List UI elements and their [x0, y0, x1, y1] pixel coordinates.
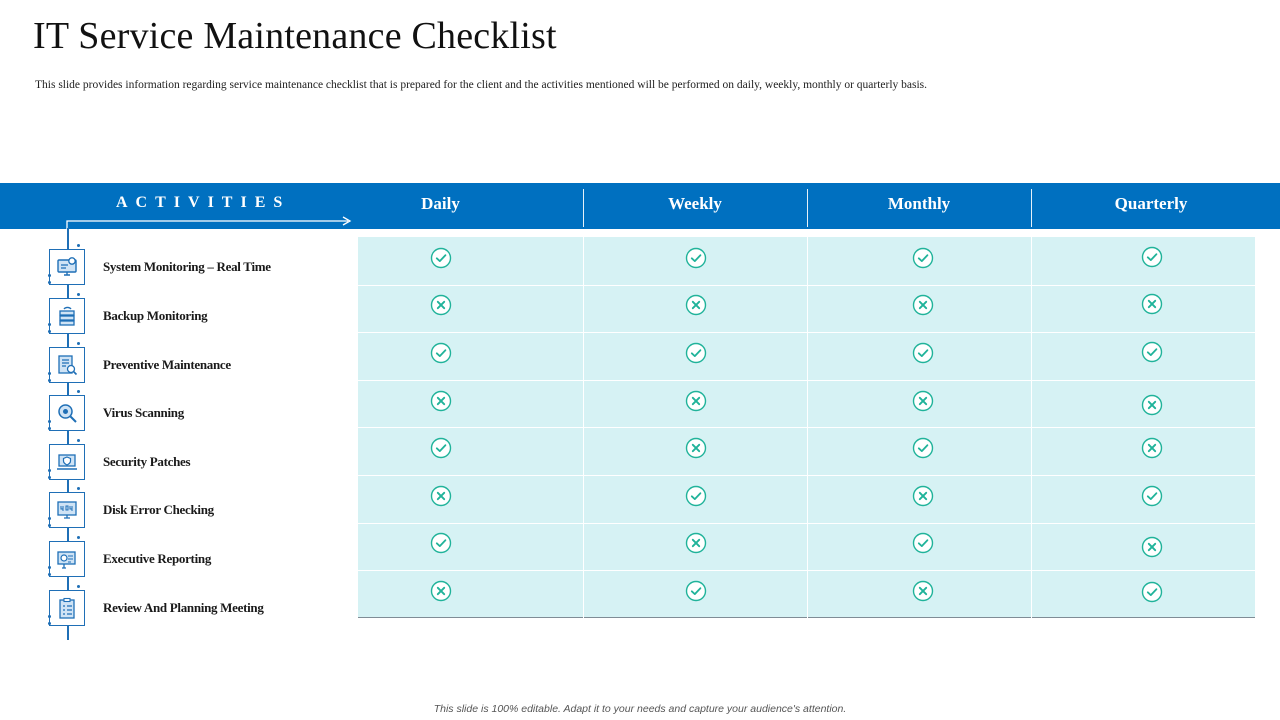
timeline-dot — [48, 379, 51, 382]
timeline-dot — [77, 342, 80, 345]
timeline-dot — [77, 487, 80, 490]
column-header-monthly: Monthly — [887, 194, 951, 213]
grid-column-divider — [807, 237, 808, 618]
check-icon — [430, 437, 452, 459]
check-icon — [1141, 341, 1163, 363]
check-icon — [685, 342, 707, 364]
timeline-dot — [48, 420, 51, 423]
check-icon — [685, 247, 707, 269]
activity-label: Review And Planning Meeting — [103, 600, 264, 615]
activity-label: Preventive Maintenance — [103, 357, 231, 372]
timeline-dot — [77, 439, 80, 442]
cross-icon — [1141, 536, 1163, 558]
timeline-dot — [48, 622, 51, 625]
activity-row — [49, 249, 271, 285]
activity-row — [49, 395, 184, 431]
cross-icon — [912, 294, 934, 316]
grid-column-divider — [1031, 237, 1032, 618]
timeline-dot — [48, 427, 51, 430]
activity-icon-box — [49, 492, 85, 528]
backup-server-icon — [56, 305, 78, 327]
cross-icon — [430, 294, 452, 316]
check-icon — [1141, 246, 1163, 268]
cross-icon — [1141, 293, 1163, 315]
timeline-dot — [77, 244, 80, 247]
activity-label: Virus Scanning — [103, 405, 184, 420]
activity-row — [49, 298, 207, 334]
cross-icon — [685, 532, 707, 554]
page-title: IT Service Maintenance Checklist — [33, 15, 557, 57]
timeline-dot — [48, 274, 51, 277]
cross-icon — [912, 390, 934, 412]
activity-icon-box — [49, 347, 85, 383]
monitor-settings-icon — [56, 256, 78, 278]
activity-row — [49, 541, 211, 577]
activity-label: Disk Error Checking — [103, 502, 214, 517]
cross-icon — [1141, 394, 1163, 416]
check-icon — [912, 532, 934, 554]
cross-icon — [685, 390, 707, 412]
cross-icon — [912, 580, 934, 602]
timeline-dot — [48, 517, 51, 520]
activity-row — [49, 444, 190, 480]
check-icon — [912, 437, 934, 459]
cross-icon — [912, 485, 934, 507]
footer-note: This slide is 100% editable. Adapt it to your needs and capture your audience's attention. — [433, 703, 847, 715]
check-icon — [685, 485, 707, 507]
check-icon — [685, 580, 707, 602]
check-icon — [430, 342, 452, 364]
timeline-dot — [48, 566, 51, 569]
timeline-dot — [48, 615, 51, 618]
cross-icon — [430, 580, 452, 602]
check-icon — [430, 532, 452, 554]
timeline-dot — [77, 536, 80, 539]
column-header-quarterly: Quarterly — [1114, 194, 1188, 213]
clipboard-checklist-icon — [56, 597, 78, 619]
timeline-dot — [48, 323, 51, 326]
timeline-dot — [77, 293, 80, 296]
timeline-dot — [48, 281, 51, 284]
timeline-dot — [48, 476, 51, 479]
activity-icon-box — [49, 298, 85, 334]
activity-icon-box — [49, 590, 85, 626]
grid-column-divider — [583, 237, 584, 618]
check-icon — [430, 247, 452, 269]
activities-heading: ACTIVITIES — [116, 194, 291, 211]
cross-icon — [685, 437, 707, 459]
activity-label: Executive Reporting — [103, 551, 212, 566]
monitor-404-icon — [56, 499, 78, 521]
timeline-dot — [77, 585, 80, 588]
column-header-daily: Daily — [421, 194, 460, 213]
page-subtitle: This slide provides information regarding service maintenance checklist that is prepared for the client and the activities mentioned will be performed on daily, weekly, monthly or quarterly basis. — [35, 79, 928, 91]
activity-icon-box — [49, 444, 85, 480]
column-header-weekly: Weekly — [668, 194, 722, 213]
timeline-dot — [77, 390, 80, 393]
timeline-dot — [48, 330, 51, 333]
cross-icon — [430, 485, 452, 507]
activity-row — [49, 347, 231, 383]
activity-icon-box — [49, 395, 85, 431]
check-icon — [912, 342, 934, 364]
document-wrench-icon — [56, 354, 78, 376]
cross-icon — [685, 294, 707, 316]
check-icon — [1141, 581, 1163, 603]
timeline-dot — [48, 524, 51, 527]
activity-label: Security Patches — [103, 454, 191, 469]
cross-icon — [1141, 437, 1163, 459]
timeline-dot — [48, 573, 51, 576]
activity-label: Backup Monitoring — [103, 308, 208, 323]
check-icon — [912, 247, 934, 269]
magnifier-virus-icon — [56, 402, 78, 424]
timeline-dot — [48, 469, 51, 472]
timeline-line — [67, 228, 69, 640]
check-icon — [1141, 485, 1163, 507]
cross-icon — [430, 390, 452, 412]
activity-icon-box — [49, 541, 85, 577]
activity-row — [49, 590, 264, 626]
activity-icon-box — [49, 249, 85, 285]
report-chart-icon — [56, 548, 78, 570]
laptop-shield-icon — [56, 451, 78, 473]
timeline-dot — [48, 372, 51, 375]
activities-arrow — [66, 214, 356, 234]
activity-label: System Monitoring – Real Time — [103, 259, 271, 274]
activity-row — [49, 492, 214, 528]
checklist-grid — [358, 237, 1255, 618]
